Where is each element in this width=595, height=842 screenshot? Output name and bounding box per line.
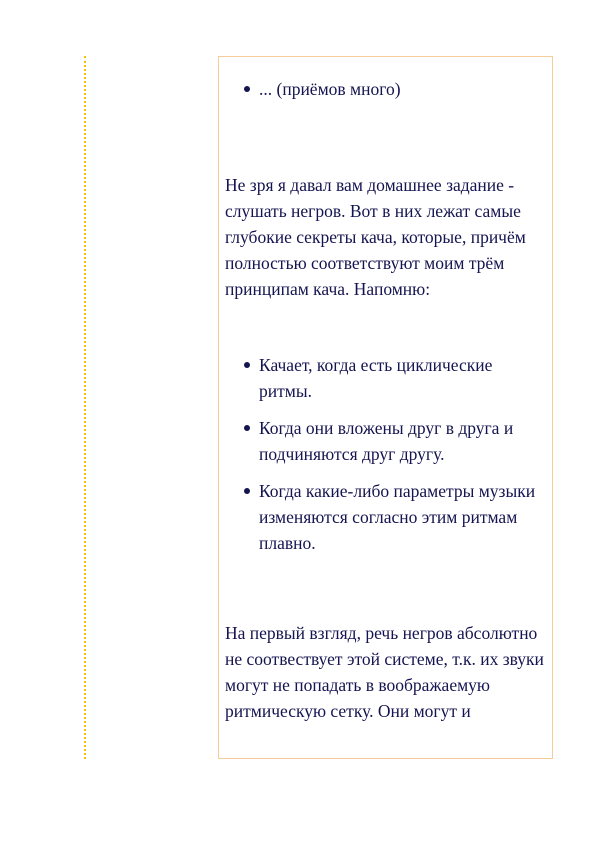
list-item [219, 76, 549, 102]
list-item-text: Когда какие-либо параметры музыки изменяются согласно этим ритмам плавно. [259, 481, 536, 553]
text-frame [218, 56, 553, 759]
closing-paragraph: На первый взгляд, речь негров абсолютно не соотвествует этой системе, т.к. их звуки могут не попадать в воображаемую ритмическую сетку. Они могут и [225, 623, 544, 721]
list-item-text: ... (приёмов много) [259, 79, 401, 99]
bullet-icon [244, 488, 250, 494]
margin-dotted-line [84, 56, 86, 759]
list-item-text: Качает, когда есть циклические ритмы. [259, 355, 493, 401]
bullet-icon [244, 86, 250, 92]
top-bullet-list [219, 76, 549, 113]
intro-paragraph: Не зря я давал вам домашнее задание - слушать негров. Вот в них лежат самые глубокие секреты кача, которые, причём полностью соответствуют моим трём принципам кача. Напомню: [225, 175, 526, 299]
list-item-text: Когда они вложены друг в друга и подчиняются друг другу. [259, 418, 514, 464]
bullet-icon [244, 425, 250, 431]
list-item [219, 352, 549, 404]
bullet-icon [244, 362, 250, 368]
list-item [219, 478, 549, 556]
principles-list [219, 352, 549, 567]
list-item [219, 415, 549, 467]
